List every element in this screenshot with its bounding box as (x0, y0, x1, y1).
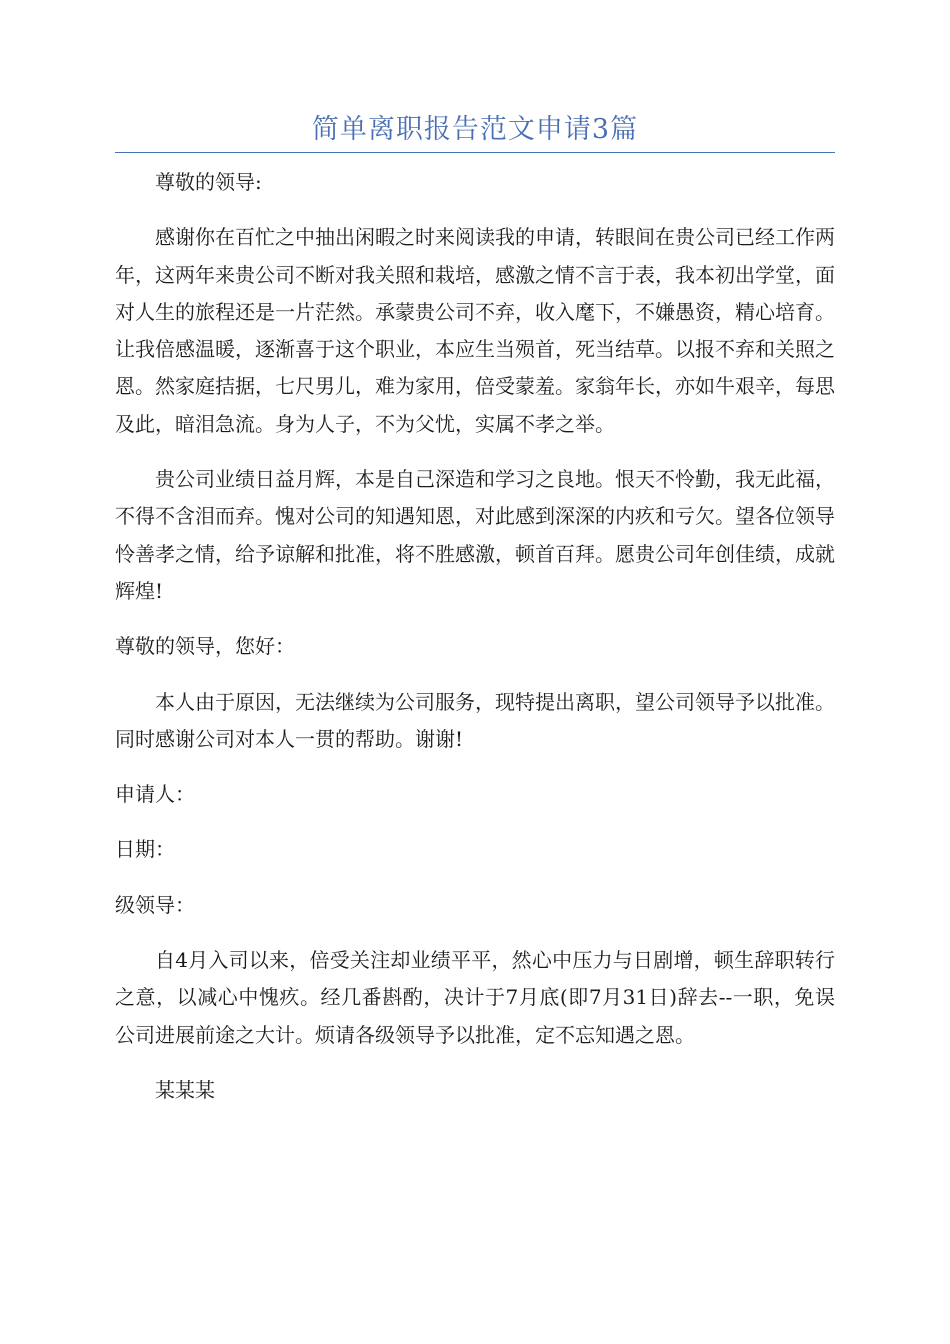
date-label: 日期： (115, 837, 175, 862)
letter-3-paragraph-1: 自4月入司以来，倍受关注却业绩平平，然心中压力与日剧增，顿生辞职转行之意，以减心中愧疚。经几番斟酌，决计于7月底(即7月31日)辞去--一职，免误公司进展前途之大计。烦请各级领导予以批准，定不忘知遇之恩。 (115, 948, 835, 1047)
salutation-2: 尊敬的领导，您好： (115, 634, 295, 659)
applicant-label: 申请人： (115, 782, 195, 807)
letter-2-paragraph-1: 本人由于原因，无法继续为公司服务，现特提出离职，望公司领导予以批准。同时感谢公司对本人一贯的帮助。谢谢! (115, 689, 835, 751)
letter-1-paragraph-1: 感谢你在百忙之中抽出闲暇之时来阅读我的申请，转眼间在贵公司已经工作两年，这两年来贵公司不断对我关照和栽培，感激之情不言于表，我本初出学堂，面对人生的旅程还是一片茫然。承蒙贵公司不弃，收入麾下，不嫌愚资，精心培育。让我倍感温暖，逐渐喜于这个职业，本应生当殒首，死当结草。以报不弃和关照之恩。然家庭拮据，七尺男儿，难为家用，倍受蒙羞。家翁年长，亦如牛艰辛，每思及此，暗泪急流。身为人子，不为父忧，实属不孝之举。 (115, 225, 835, 436)
letter-1-paragraph-2: 贵公司业绩日益月辉，本是自己深造和学习之良地。恨天不怜勤，我无此福，不得不含泪而弃。愧对公司的知遇知恩，对此感到深深的内疚和亏欠。望各位领导怜善孝之情，给予谅解和批准，将不胜感激，顿首百拜。愿贵公司年创佳绩，成就辉煌! (115, 467, 835, 603)
document-body (115, 148, 835, 1109)
salutation-3: 级领导： (115, 892, 195, 917)
document-title: 简单离职报告范文申请3篇 (311, 114, 639, 145)
signature: 某某某 (155, 1077, 215, 1102)
salutation-1: 尊敬的领导: (155, 170, 262, 194)
